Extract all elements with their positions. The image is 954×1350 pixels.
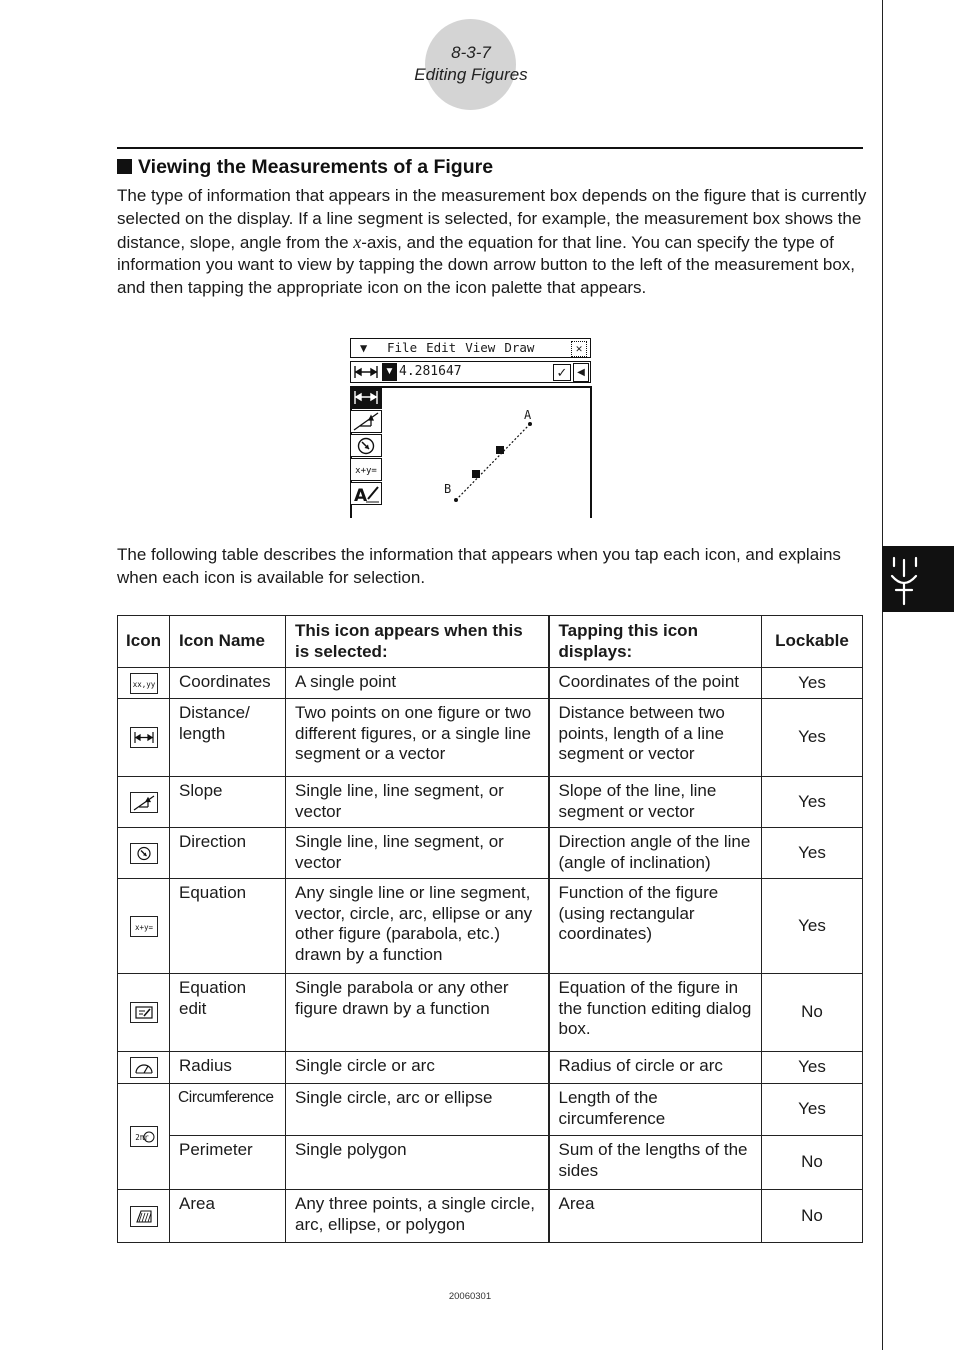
distance-length-icon [353,364,379,380]
svg-text:x+y=: x+y= [355,466,377,476]
menu-file[interactable]: File [387,340,418,355]
row-lockable: Yes [762,828,863,879]
menu-view[interactable]: View [465,340,496,355]
measurement-down-arrow-button[interactable]: ▼ [382,363,397,381]
row-lockable: Yes [762,1052,863,1084]
palette-text-button[interactable] [350,482,382,505]
row-name: Circumference [170,1084,286,1136]
row-displays: Radius of circle or arc [549,1052,762,1084]
row-lockable: Yes [762,668,863,699]
header-icon-name: Icon Name [170,616,286,668]
close-icon[interactable]: ✕ [571,341,587,357]
table-row [118,828,863,879]
point-label-a: A [524,408,532,422]
direction-icon [351,435,381,456]
equation-edit-icon [130,1002,158,1023]
palette-direction-button[interactable] [350,434,382,457]
svg-text:xx,yy: xx,yy [132,679,155,689]
text-edit-icon [351,483,381,504]
table-row [118,1052,863,1084]
distance-length-icon [351,387,381,408]
section-title: Viewing the Measurements of a Figure [117,156,493,179]
row-displays: Function of the figure (using rectangular coordinates) [549,879,762,974]
point-label-b: B [444,482,452,496]
row-appears: Single circle or arc [286,1052,549,1084]
row-lockable: Yes [762,699,863,777]
row-displays: Length of the circumference [549,1084,762,1136]
row-name: Direction [170,828,286,879]
table-intro-paragraph: The following table describes the information that appears when you tap each icon, and explains when each icon is available for selection. [117,545,841,587]
table-row [118,1136,863,1190]
menu-bar [350,338,591,358]
footer-code: 20060301 [448,1291,492,1302]
menu-draw[interactable]: Draw [504,340,535,355]
palette-distance-button[interactable] [350,386,382,409]
row-appears: Any single line or line segment, vector, circle, arc, ellipse or any other figure (parabola, etc.) drawn by a function [286,879,549,974]
row-name: Radius [170,1052,286,1084]
intro-paragraph: The type of information that appears in the measurement box depends on the figure that is currently selected on the display. If a line segment is selected, for example, the measurement box shows the distance, slope, angle from the x-axis, and the equation for that line. You can specify the type of information you want to view by tapping the down arrow button to the left of the measurement box, and then tapping the appropriate icon on the icon palette that appears. [117,186,867,298]
radius-icon [130,1057,158,1078]
margin-rule [882,0,883,1350]
menu-down-icon[interactable]: ▼ [360,341,368,355]
header-appears-when: This icon appears when this is selected: [286,616,549,668]
row-lockable: No [762,1136,863,1190]
row-appears: Two points on one figure or two different figures, or a single line segment or a vector [286,699,549,777]
row-appears: Single line, line segment, or vector [286,777,549,828]
equation-icon [351,459,381,480]
scroll-left-icon[interactable]: ◀ [573,363,589,382]
page-section: Editing Figures [414,65,528,84]
row-appears: A single point [286,668,549,699]
area-icon [130,1206,158,1227]
palette-slope-button[interactable] [350,410,382,433]
direction-icon [130,843,158,864]
line-segment-figure [352,388,588,516]
row-name: Slope [170,777,286,828]
table-header-row [118,616,863,668]
bullet-square-icon [117,159,132,174]
row-appears: Any three points, a single circle, arc, ellipse, or polygon [286,1190,549,1243]
row-appears: Single line, line segment, or vector [286,828,549,879]
table-row [118,1190,863,1243]
row-appears: Single parabola or any other figure drawn by a function [286,974,549,1052]
row-displays: Equation of the figure in the function editing dialog box. [549,974,762,1052]
row-lockable: No [762,1190,863,1243]
header-icon: Icon [118,616,170,668]
table-row [118,879,863,974]
row-lockable: Yes [762,1084,863,1136]
row-lockable: Yes [762,777,863,828]
svg-text:x+y=: x+y= [134,922,153,932]
equation-icon [130,916,158,937]
table-row [118,974,863,1052]
slope-icon [130,792,158,813]
chapter-tab [882,546,954,612]
distance-icon [130,727,158,748]
table-row [118,777,863,828]
page-number: 8-3-7 [451,43,491,62]
calculator-screenshot [350,338,591,516]
coordinates-icon [130,673,158,694]
row-displays: Coordinates of the point [549,668,762,699]
header-lockable: Lockable [762,616,863,668]
icon-info-table [117,615,863,1243]
svg-text:A: A [354,486,368,504]
palette-equation-button[interactable] [350,458,382,481]
table-row [118,1084,863,1136]
lock-checkbox[interactable]: ✓ [553,364,571,381]
row-appears: Single polygon [286,1136,549,1190]
row-lockable: No [762,974,863,1052]
icon-palette [350,386,382,506]
measurement-bar [350,361,591,383]
row-name: Equation edit [170,974,286,1052]
menu-edit[interactable]: Edit [426,340,457,355]
row-name: Area [170,1190,286,1243]
row-name: Perimeter [170,1136,286,1190]
circumference-perimeter-icon [130,1126,158,1147]
row-displays: Slope of the line, line segment or vector [549,777,762,828]
row-displays: Direction angle of the line (angle of inclination) [549,828,762,879]
row-name: Coordinates [170,668,286,699]
row-lockable: Yes [762,879,863,974]
row-displays: Distance between two points, length of a line segment or vector [549,699,762,777]
measurement-value[interactable]: 4.281647 [399,364,462,379]
row-appears: Single circle, arc or ellipse [286,1084,549,1136]
row-name: Equation [170,879,286,974]
header-displays: Tapping this icon displays: [549,616,762,668]
section-rule [117,147,863,149]
table-row [118,699,863,777]
table-row [118,668,863,699]
row-name: Distance/ length [170,699,286,777]
row-displays: Sum of the lengths of the sides [549,1136,762,1190]
geometry-chapter-icon [882,546,954,612]
drawing-area[interactable] [350,386,592,518]
row-displays: Area [549,1190,762,1243]
svg-text:2πr: 2πr [134,1133,149,1142]
slope-icon [351,411,381,432]
